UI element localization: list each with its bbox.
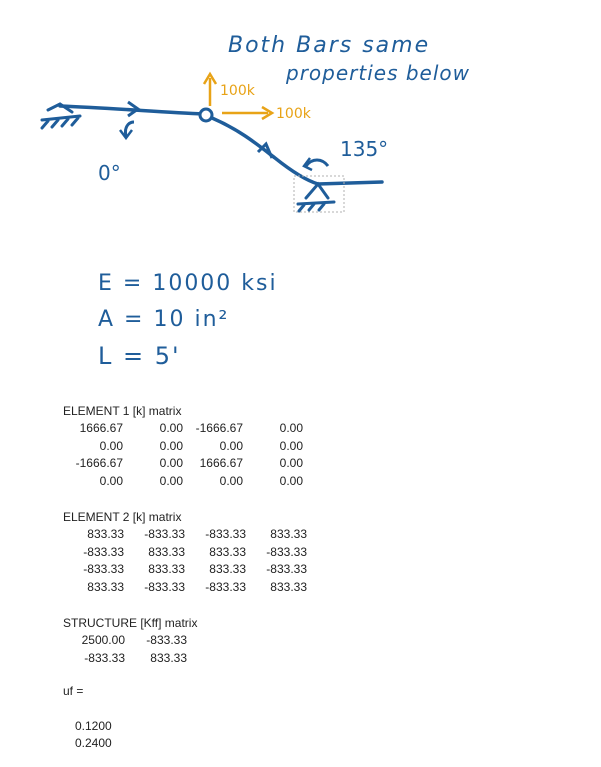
element2-title: ELEMENT 2 [k] matrix <box>63 510 182 524</box>
matrix-row <box>63 650 583 668</box>
matrix-cell: -833.33 <box>146 633 187 647</box>
matrix-cell: 833.33 <box>87 527 124 541</box>
matrix-cell: -833.33 <box>83 544 124 559</box>
matrix-cell: 0.00 <box>219 438 243 453</box>
matrix-cell: 0.00 <box>279 473 303 488</box>
uf-value: 0.2400 <box>75 736 112 750</box>
matrix-cell: -833.33 <box>266 544 307 559</box>
property-A: A = 10 in² <box>98 307 230 332</box>
matrix-cell: -833.33 <box>83 562 124 576</box>
note-line2: properties below <box>286 61 471 85</box>
matrix-cell: 0.00 <box>279 456 303 470</box>
matrix-cell: -1666.67 <box>75 456 123 470</box>
right-support-icon <box>298 184 334 211</box>
matrix-row <box>63 473 583 491</box>
matrix-cell: -833.33 <box>144 527 185 541</box>
matrix-cell: 0.00 <box>99 438 123 453</box>
matrix-cell: 0.00 <box>159 473 183 488</box>
matrix-row <box>63 526 583 544</box>
property-E: E = 10000 ksi <box>98 271 278 296</box>
matrix-row <box>63 632 583 650</box>
note-line1: Both Bars same <box>228 33 431 58</box>
matrix-row <box>63 561 583 579</box>
matrix-cell: 833.33 <box>150 650 187 665</box>
matrix-cell: 1666.67 <box>79 421 123 435</box>
matrix-cell: -833.33 <box>266 562 307 576</box>
matrix-row <box>63 420 583 438</box>
matrix-cell: 0.00 <box>159 438 183 453</box>
element1-title: ELEMENT 1 [k] matrix <box>63 404 182 418</box>
matrix-cell: 0.00 <box>279 438 303 453</box>
matrix-cell: 1666.67 <box>199 456 243 470</box>
matrix-cell: -833.33 <box>205 579 246 594</box>
matrix-cell: 0.00 <box>219 473 243 488</box>
element2-matrix <box>63 526 583 596</box>
load-up-label: 100k <box>220 83 255 99</box>
matrix-row <box>63 544 583 562</box>
matrix-row <box>63 579 583 597</box>
matrix-cell: 833.33 <box>148 562 185 576</box>
matrix-cell: 833.33 <box>209 562 246 576</box>
matrix-cell: 0.00 <box>279 421 303 435</box>
matrix-cell: -833.33 <box>144 579 185 594</box>
uf-label: uf = <box>63 684 84 698</box>
matrix-cell: -833.33 <box>205 527 246 541</box>
property-L: L = 5' <box>98 342 181 370</box>
matrix-row <box>63 438 583 456</box>
matrix-cell: 833.33 <box>148 544 185 559</box>
matrix-cell: 833.33 <box>87 579 124 594</box>
element1-matrix <box>63 420 583 490</box>
load-right-label: 100k <box>276 106 311 122</box>
matrix-row <box>63 455 583 473</box>
matrix-cell: 0.00 <box>99 473 123 488</box>
matrix-cell: -833.33 <box>84 650 125 665</box>
matrix-cell: 833.33 <box>209 544 246 559</box>
structure-title: STRUCTURE [Kff] matrix <box>63 616 198 630</box>
angle-left-label: 0° <box>98 161 121 185</box>
matrix-cell: -1666.67 <box>195 421 243 435</box>
matrix-cell: 833.33 <box>270 527 307 541</box>
node-joint <box>200 109 212 121</box>
matrix-cell: 833.33 <box>270 579 307 594</box>
matrix-cell: 0.00 <box>159 456 183 470</box>
output-panel <box>63 403 583 753</box>
matrix-cell: 0.00 <box>159 421 183 435</box>
angle-right-label: 135° <box>340 137 389 161</box>
structure-matrix <box>63 632 583 667</box>
matrix-cell: 2500.00 <box>81 633 125 647</box>
uf-value: 0.1200 <box>75 718 112 733</box>
